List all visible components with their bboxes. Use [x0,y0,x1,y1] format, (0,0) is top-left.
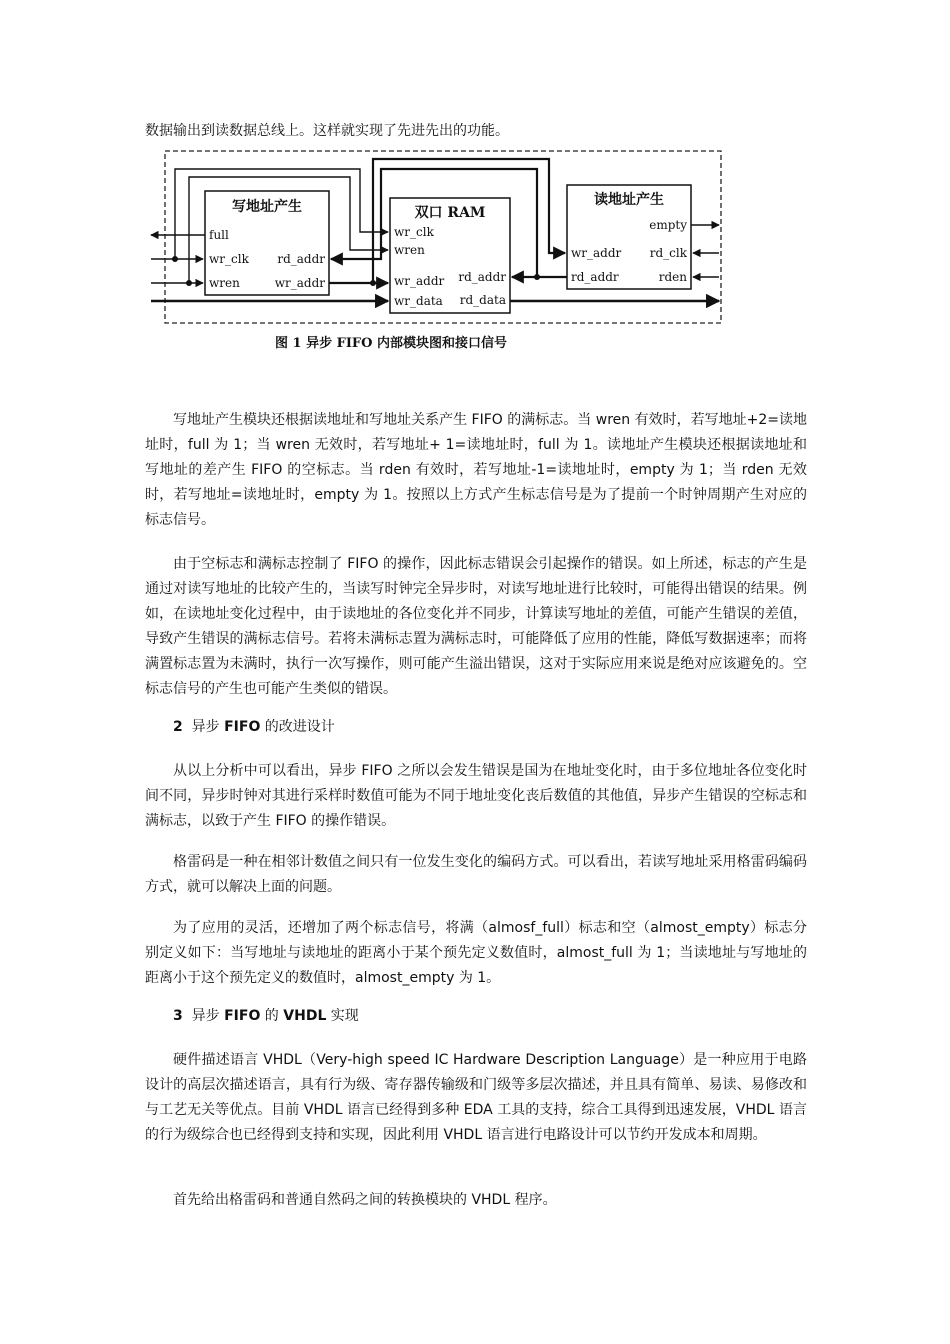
intro-line: 数据输出到读数据总线上。这样就实现了先进先出的功能。 [145,123,509,139]
wb-wraddr-label: wr_addr [274,276,325,290]
rb-wraddr-label: wr_addr [571,246,622,260]
ram-rddata-label: rd_data [459,293,506,307]
ram-rdaddr-label: rd_addr [458,270,506,284]
section-2-bold: FIFO [224,719,261,735]
section-2-post: 的改进设计 [260,719,335,735]
paragraph-analysis: 从以上分析中可以看出，异步 FIFO 之所以会发生错误是国为在地址变化时，由于多位地址各位变化时间不同，异步时钟对其进行采样时数值可能为不同于地址变化丧后数值的其他值，异步产生错误的空标志和满标志，以致于产生 FIFO 的操作错误。 [145,763,807,829]
figure-caption: 图 1 异步 FIFO 内部模块图和接口信号 [275,336,508,351]
section-2-heading [173,715,335,740]
section-3-bold2: VHDL [283,1008,327,1024]
section-3-bold: FIFO [224,1008,261,1024]
paragraph-full-flag: 写地址产生模块还根据读地址和写地址关系产生 FIFO 的满标志。当 wren 有效时，若写地址+2=读地址时，full 为 1；当 wren 无效时，若写地址+ 1=读地址时，full 为 1。读地址产生模块还根据读地址和写地址的差产生 FIFO 的空标志。当 rden 有效时，若写地址-1=读地址时，empty 为 1；当 rden 无效时，若写地址=读地址时，empty 为 1。按照以上方式产生标志信号是为了提前一个时钟周期产生对应的标志信号。 [145,412,807,528]
section-3-number: 3 [173,1008,183,1024]
paragraph-gray-code: 格雷码是一种在相邻计数值之间只有一位发生变化的编码方式。可以看出，若读写地址采用格雷码编码方式，就可以解决上面的问题。 [145,854,807,895]
section-3-pre: 异步 [191,1008,225,1024]
wb-wrclk-label: wr_clk [209,252,249,266]
section-3-mid: 的 [260,1008,284,1024]
ram-wrclk-label: wr_clk [394,225,434,239]
write-block-title: 写地址产生 [232,199,302,215]
ram-block-title: 双口 RAM [414,205,486,221]
ram-wraddr-label: wr_addr [394,274,445,288]
paragraph-flag-errors: 由于空标志和满标志控制了 FIFO 的操作，因此标志错误会引起操作的错误。如上所述，标志的产生是通过对读写地址的比较产生的，当读写时钟完全异步时，对读写地址进行比较时，可能得出错误的结果。例如，在读地址变化过程中，由于读地址的各位变化并不同步，计算读写地址的差值，可能产生错误的差值，导致产生错误的满标志信号。若将未满标志置为满标志时，可能降低了应用的性能，降低写数据速率；而将满置标志置为未满时，执行一次写操作，则可能产生溢出错误，这对于实际应用来说是绝对应该避免的。空标志信号的产生也可能产生类似的错误。 [145,556,807,697]
rb-rdaddr-label: rd_addr [571,270,619,284]
fifo-block-diagram [145,145,725,360]
wb-full-label: full [209,228,229,242]
read-block-title: 读地址产生 [594,192,664,208]
figure-1-fifo-diagram [145,145,725,360]
section-2-number: 2 [173,719,183,735]
wb-wren-label: wren [209,276,240,290]
ram-wrdata-label: wr_data [394,294,443,308]
paragraph-vhdl-intro: 硬件描述语言 VHDL（Very-high speed IC Hardware Description Language）是一种应用于电路设计的高层次描述语言，具有行为级、寄存器传输级和门级等多层次描述，并且具有简单、易读、易修改和与工艺无关等优点。目前 VHDL 语言已经得到多种 EDA 工具的支持，综合工具得到迅速发展，VHDL 语言的行为级综合也已经得到支持和实现，因此利用 VHDL 语言进行电路设计可以节约开发成本和周期。 [145,1052,807,1143]
paragraph-almost-flags: 为了应用的灵活，还增加了两个标志信号，将满（almosf_full）标志和空（almost_empty）标志分别定义如下：当写地址与读地址的距离小于某个预先定义数值时，almost_full 为 1；当读地址与写地址的距离小于这个预先定义的数值时，almost_empty 为 1。 [145,920,807,986]
rb-empty-label: empty [649,218,687,232]
rb-rdclk-label: rd_clk [649,246,687,260]
section-3-post: 实现 [326,1008,359,1024]
ram-wren-label: wren [394,243,425,257]
paragraph-gray-conversion: 首先给出格雷码和普通自然码之间的转换模块的 VHDL 程序。 [173,1192,557,1208]
rb-rden-label: rden [658,270,687,284]
section-3-heading [173,1004,359,1029]
section-2-pre: 异步 [191,719,225,735]
wb-rdaddr-label: rd_addr [277,252,325,266]
